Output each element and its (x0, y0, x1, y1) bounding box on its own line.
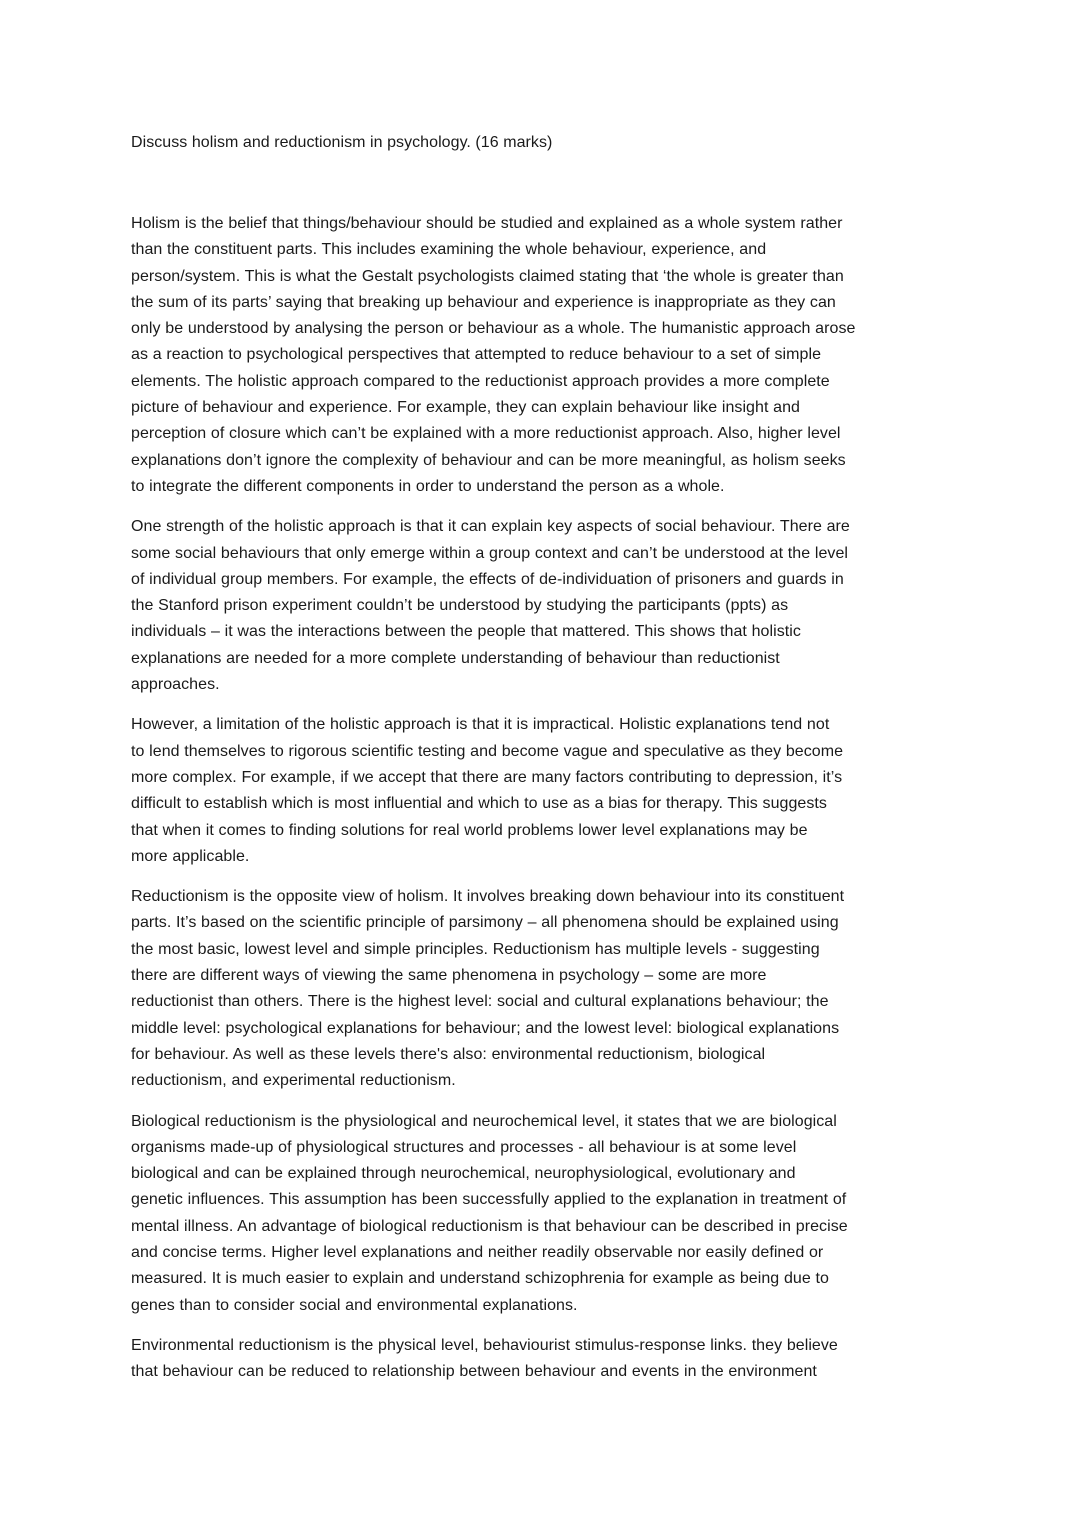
paragraph-holism-strength: One strength of the holistic approach is that it can explain key aspects of social behaviour. There are some social behaviours that only emerge within a group context and can’t be understood at the level of individual group members. For example, the effects of de-individuation of prisoners and guards in the Stanford prison experiment couldn’t be understood by studying the participants (ppts) as individuals – it was the interactions between the people that mattered. This shows that holistic explanations are needed for a more complete understanding of behaviour than reductionist approaches. (131, 518, 850, 694)
essay-question-title: Discuss holism and reductionism in psychology. (16 marks) (131, 134, 553, 151)
paragraph-biological-reductionism: Biological reductionism is the physiological and neurochemical level, it states that we are biological organisms made-up of physiological structures and processes - all behaviour is at some level biological and can be explained through neurochemical, neurophysiological, evolutionary and genetic influences. This assumption has been successfully applied to the explanation in treatment of mental illness. An advantage of biological reductionism is that behaviour can be described in precise and concise terms. Higher level explanations and neither readily observable nor easily defined or measured. It is much easier to explain and understand schizophrenia for example as being due to genes than to consider social and environmental explanations. (131, 1112, 848, 1314)
paragraph-holism-limitation: However, a limitation of the holistic approach is that it is impractical. Holistic explanations tend not to lend themselves to rigorous scientific testing and become vague and speculative as they become more complex. For example, if we accept that there are many factors contributing to depression, it’s difficult to establish which is most influential and which to use as a bias for therapy. This suggests that when it comes to finding solutions for real world problems lower level explanations may be more applicable. (131, 716, 844, 865)
title-spacer (131, 156, 952, 211)
paragraph-holism-definition: Holism is the belief that things/behaviour should be studied and explained as a whole system rather than the constituent parts. This includes examining the whole behaviour, experience, and person/system. This is what the Gestalt psychologists claimed stating that ‘the whole is greater than the sum of its parts’ saying that breaking up behaviour and experience is inappropriate as they can only be understood by analysing the person or behaviour as a whole. The humanistic approach arose as a reaction to psychological perspectives that attempted to reduce behaviour to a set of simple elements. The holistic approach compared to the reductionist approach provides a more complete picture of behaviour and experience. For example, they can explain behaviour like insight and perception of closure which can’t be explained with a more reductionist approach. Also, higher level explanations don’t ignore the complexity of behaviour and can be more meaningful, as holism seeks to integrate the different components in order to understand the person as a whole. (131, 215, 856, 495)
paragraph-reductionism-definition: Reductionism is the opposite view of holism. It involves breaking down behaviour into its constituent parts. It’s based on the scientific principle of parsimony – all phenomena should be explained using the most basic, lowest level and simple principles. Reductionism has multiple levels - suggesting there are different ways of viewing the same phenomena in psychology – some are more reductionist than others. There is the highest level: social and cultural explanations behaviour; the middle level: psychological explanations for behaviour; and the lowest level: biological explanations for behaviour. As well as these levels there's also: environmental reductionism, biological reductionism, and experimental reductionism. (131, 888, 845, 1090)
paragraph-environmental-reductionism: Environmental reductionism is the physical level, behaviourist stimulus-response links. they believe that behaviour can be reduced to relationship between behaviour and events in the environment (131, 1336, 838, 1381)
